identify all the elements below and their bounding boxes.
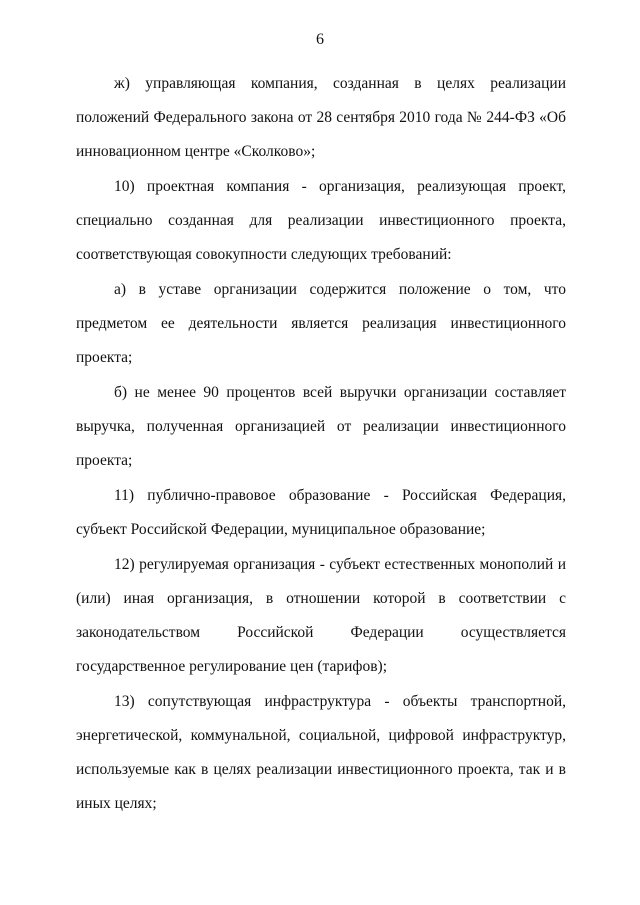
paragraph-11-public-entity: 11) публично-правовое образование - Российская Федерация, субъект Российской Федерации, муниципальное образование; [76,487,566,538]
paragraph-10-project-company: 10) проектная компания - организация, реализующая проект, специально созданная для реализации инвестиционного проекта, соответствующая совокупности следующих требований: [76,178,566,263]
paragraph-b-revenue-share: б) не менее 90 процентов всей выручки организации составляет выручка, полученная организацией от реализации инвестиционного проекта; [76,384,566,469]
paragraph-12-regulated-organization: 12) регулируемая организация - субъект естественных монополий и (или) иная организация, в отношении которой в соответствии с законодательством Российской Федерации осуществляется государственное регулирование цен (тарифов); [76,556,566,675]
document-body [76,67,566,821]
paragraph-13-related-infrastructure: 13) сопутствующая инфраструктура - объекты транспортной, энергетической, коммунальной, социальной, цифровой инфраструктур, используемые как в целях реализации инвестиционного проекта, так и в иных целях; [76,693,566,812]
page-number: 6 [316,31,324,48]
paragraph-zh-management-company: ж) управляющая компания, созданная в целях реализации положений Федерального закона от 28 сентября 2010 года № 244-ФЗ «Об инновационном центре «Сколково»; [76,75,566,160]
paragraph-a-charter-provision: а) в уставе организации содержится положение о том, что предметом ее деятельности является реализация инвестиционного проекта; [76,281,566,366]
